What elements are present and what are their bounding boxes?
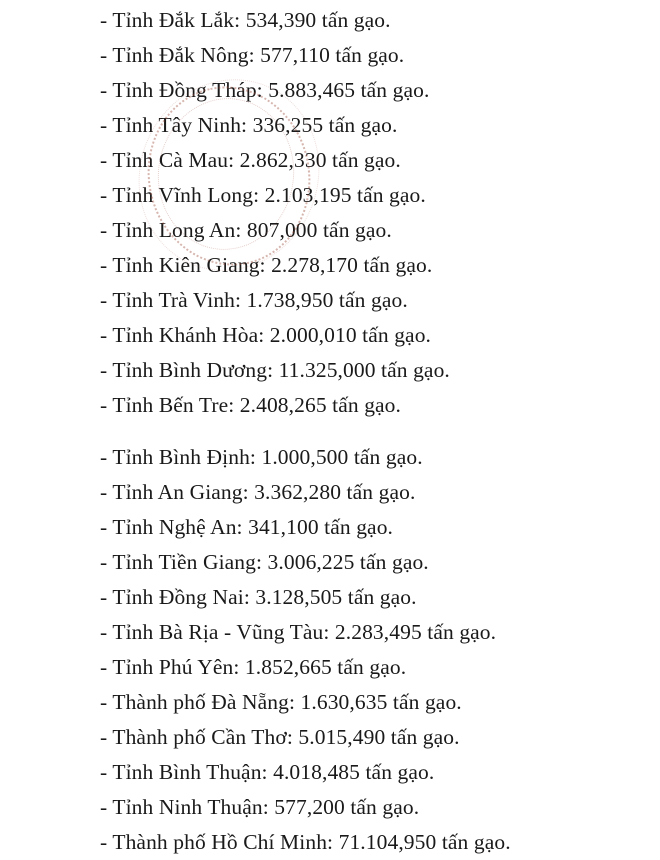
list-item: - Thành phố Cần Thơ: 5.015,490 tấn gạo. bbox=[100, 725, 460, 749]
list-item: - Tỉnh Đồng Nai: 3.128,505 tấn gạo. bbox=[100, 585, 417, 609]
list-item: - Tỉnh Cà Mau: 2.862,330 tấn gạo. bbox=[100, 148, 401, 172]
list-item: - Tỉnh Bến Tre: 2.408,265 tấn gạo. bbox=[100, 393, 402, 417]
list-item: - Tỉnh Đắk Lắk: 534,390 tấn gạo. bbox=[100, 8, 391, 32]
list-item: - Tỉnh Bình Định: 1.000,500 tấn gạo. bbox=[100, 445, 423, 469]
list-item: - Tỉnh Trà Vinh: 1.738,950 tấn gạo. bbox=[100, 288, 408, 312]
list-item: - Thành phố Đà Nẵng: 1.630,635 tấn gạo. bbox=[100, 690, 462, 714]
list-item: - Tỉnh Phú Yên: 1.852,665 tấn gạo. bbox=[100, 655, 407, 679]
list-item: - Tỉnh Đắk Nông: 577,110 tấn gạo. bbox=[100, 43, 405, 67]
list-item: - Tỉnh Bình Dương: 11.325,000 tấn gạo. bbox=[100, 358, 450, 382]
list-item: - Tỉnh Bà Rịa - Vũng Tàu: 2.283,495 tấn gạo. bbox=[100, 620, 497, 644]
list-item: - Tỉnh Khánh Hòa: 2.000,010 tấn gạo. bbox=[100, 323, 432, 347]
list-item: - Tỉnh Nghệ An: 341,100 tấn gạo. bbox=[100, 515, 394, 539]
list-item: - Tỉnh Bình Thuận: 4.018,485 tấn gạo. bbox=[100, 760, 435, 784]
list-item: - Tỉnh Tây Ninh: 336,255 tấn gạo. bbox=[100, 113, 398, 137]
list-item: - Tỉnh Tiền Giang: 3.006,225 tấn gạo. bbox=[100, 550, 429, 574]
list-block-2 bbox=[0, 440, 660, 860]
list-item: - Tỉnh Đồng Tháp: 5.883,465 tấn gạo. bbox=[100, 78, 430, 102]
list-item: - Tỉnh Vĩnh Long: 2.103,195 tấn gạo. bbox=[100, 183, 426, 207]
list-item: - Thành phố Hồ Chí Minh: 71.104,950 tấn gạo. bbox=[100, 830, 511, 854]
list-item: - Tỉnh Long An: 807,000 tấn gạo. bbox=[100, 218, 392, 242]
list-block-1 bbox=[0, 3, 660, 423]
list-item: - Tỉnh An Giang: 3.362,280 tấn gạo. bbox=[100, 480, 416, 504]
list-item: - Tỉnh Kiên Giang: 2.278,170 tấn gạo. bbox=[100, 253, 433, 277]
list-item: - Tỉnh Ninh Thuận: 577,200 tấn gạo. bbox=[100, 795, 420, 819]
